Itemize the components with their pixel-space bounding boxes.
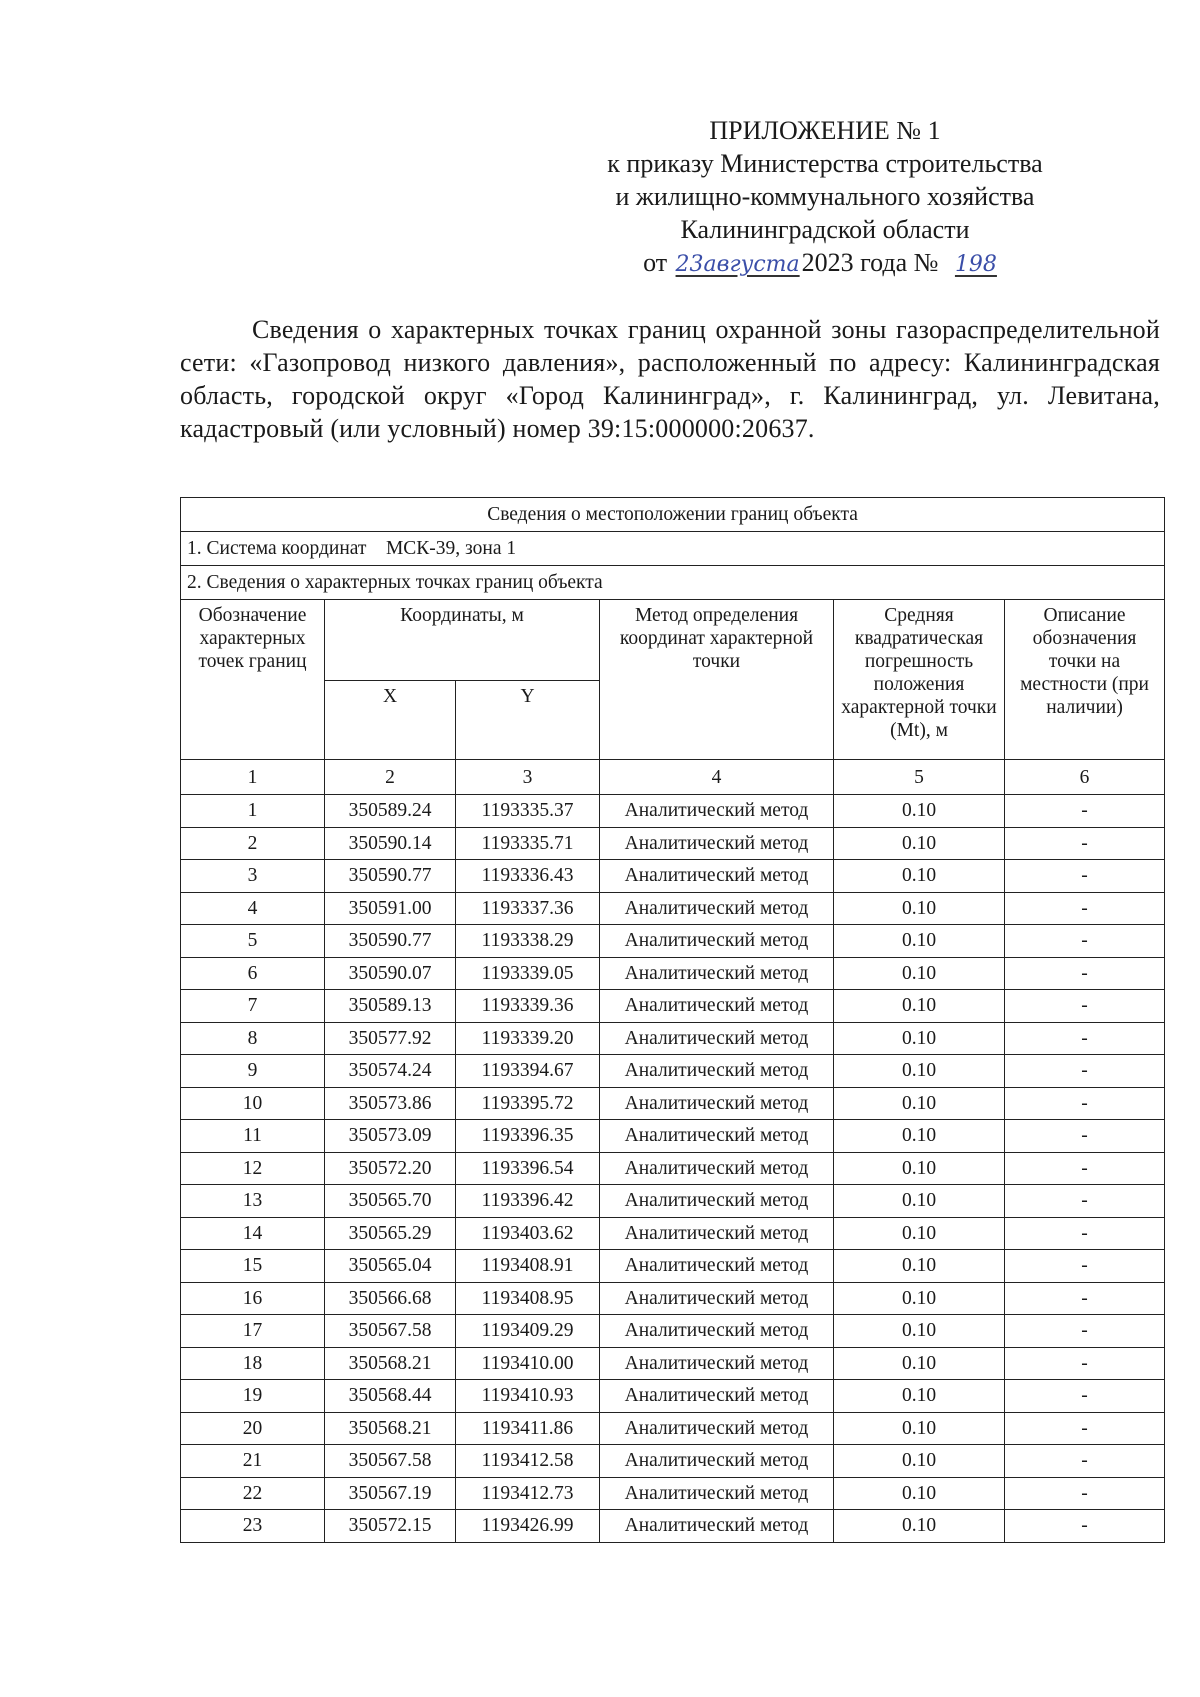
table-row <box>181 1185 1165 1218</box>
point-number-cell: 18 <box>181 1347 325 1380</box>
x-coordinate-cell: 350591.00 <box>325 892 456 925</box>
x-coordinate-cell: 350568.44 <box>325 1380 456 1413</box>
y-coordinate-cell: 1193408.95 <box>456 1282 600 1315</box>
description-cell: - <box>1005 1152 1165 1185</box>
point-number-cell: 1 <box>181 795 325 828</box>
y-coordinate-cell: 1193394.67 <box>456 1055 600 1088</box>
method-cell: Аналитический метод <box>600 1120 834 1153</box>
column-number: 5 <box>834 760 1005 795</box>
x-coordinate-cell: 350589.13 <box>325 990 456 1023</box>
y-coordinate-cell: 1193337.36 <box>456 892 600 925</box>
table-title: Сведения о местоположении границ объекта <box>181 498 1165 532</box>
point-number-cell: 17 <box>181 1315 325 1348</box>
table-row <box>181 1250 1165 1283</box>
description-cell: - <box>1005 1412 1165 1445</box>
description-cell: - <box>1005 1217 1165 1250</box>
x-coordinate-cell: 350567.58 <box>325 1315 456 1348</box>
order-date-line <box>560 246 1090 281</box>
intro-paragraph: Сведения о характерных точках границ охранной зоны газораспределительной сети: «Газопровод низкого давления», расположенный по адресу: Калининградская область, городской округ «Город Калининград», г. Калининград, ул. Левитана, кадастровый (или условный) номер 39:15:000000:20637. <box>180 315 1160 443</box>
method-cell: Аналитический метод <box>600 1185 834 1218</box>
method-cell: Аналитический метод <box>600 957 834 990</box>
x-coordinate-cell: 350572.15 <box>325 1510 456 1543</box>
point-number-cell: 23 <box>181 1510 325 1543</box>
point-number-cell: 20 <box>181 1412 325 1445</box>
y-coordinate-cell: 1193396.42 <box>456 1185 600 1218</box>
appendix-header <box>560 114 1090 281</box>
error-cell: 0.10 <box>834 892 1005 925</box>
error-cell: 0.10 <box>834 1412 1005 1445</box>
error-cell: 0.10 <box>834 1185 1005 1218</box>
point-number-cell: 3 <box>181 860 325 893</box>
x-coordinate-cell: 350568.21 <box>325 1412 456 1445</box>
y-coordinate-cell: 1193339.20 <box>456 1022 600 1055</box>
error-cell: 0.10 <box>834 1315 1005 1348</box>
point-number-cell: 4 <box>181 892 325 925</box>
method-cell: Аналитический метод <box>600 1510 834 1543</box>
header-description: Описание обозначения точки на местности (при наличии) <box>1005 600 1165 760</box>
table-row <box>181 990 1165 1023</box>
table-row <box>181 1022 1165 1055</box>
table-row <box>181 1347 1165 1380</box>
table-row <box>181 860 1165 893</box>
column-number: 4 <box>600 760 834 795</box>
error-cell: 0.10 <box>834 1152 1005 1185</box>
error-cell: 0.10 <box>834 1477 1005 1510</box>
description-cell: - <box>1005 925 1165 958</box>
table-row <box>181 827 1165 860</box>
x-coordinate-cell: 350573.09 <box>325 1120 456 1153</box>
error-cell: 0.10 <box>834 1282 1005 1315</box>
y-coordinate-cell: 1193408.91 <box>456 1250 600 1283</box>
method-cell: Аналитический метод <box>600 1315 834 1348</box>
description-cell: - <box>1005 1315 1165 1348</box>
header-method: Метод определения координат характерной точки <box>600 600 834 760</box>
error-cell: 0.10 <box>834 1510 1005 1543</box>
point-number-cell: 13 <box>181 1185 325 1218</box>
column-number: 2 <box>325 760 456 795</box>
point-number-cell: 15 <box>181 1250 325 1283</box>
description-cell: - <box>1005 1282 1165 1315</box>
error-cell: 0.10 <box>834 1380 1005 1413</box>
y-coordinate-cell: 1193335.37 <box>456 795 600 828</box>
description-cell: - <box>1005 1477 1165 1510</box>
table-row <box>181 1152 1165 1185</box>
y-coordinate-cell: 1193410.00 <box>456 1347 600 1380</box>
method-cell: Аналитический метод <box>600 892 834 925</box>
y-coordinate-cell: 1193403.62 <box>456 1217 600 1250</box>
description-cell: - <box>1005 1445 1165 1478</box>
method-cell: Аналитический метод <box>600 1217 834 1250</box>
handwritten-date: 23августа <box>675 252 800 277</box>
y-coordinate-cell: 1193335.71 <box>456 827 600 860</box>
method-cell: Аналитический метод <box>600 795 834 828</box>
x-coordinate-cell: 350574.24 <box>325 1055 456 1088</box>
method-cell: Аналитический метод <box>600 827 834 860</box>
description-cell: - <box>1005 1055 1165 1088</box>
description-cell: - <box>1005 1510 1165 1543</box>
error-cell: 0.10 <box>834 925 1005 958</box>
method-cell: Аналитический метод <box>600 1347 834 1380</box>
x-coordinate-cell: 350565.70 <box>325 1185 456 1218</box>
point-number-cell: 16 <box>181 1282 325 1315</box>
method-cell: Аналитический метод <box>600 860 834 893</box>
description-cell: - <box>1005 1022 1165 1055</box>
y-coordinate-cell: 1193409.29 <box>456 1315 600 1348</box>
x-coordinate-cell: 350566.68 <box>325 1282 456 1315</box>
description-cell: - <box>1005 1250 1165 1283</box>
y-coordinate-cell: 1193411.86 <box>456 1412 600 1445</box>
column-number: 1 <box>181 760 325 795</box>
table-row <box>181 892 1165 925</box>
error-cell: 0.10 <box>834 1217 1005 1250</box>
handwritten-order-number: 198 <box>954 252 997 277</box>
error-cell: 0.10 <box>834 1022 1005 1055</box>
column-number: 3 <box>456 760 600 795</box>
description-cell: - <box>1005 1185 1165 1218</box>
point-number-cell: 22 <box>181 1477 325 1510</box>
method-cell: Аналитический метод <box>600 1250 834 1283</box>
error-cell: 0.10 <box>834 795 1005 828</box>
point-number-cell: 19 <box>181 1380 325 1413</box>
x-coordinate-cell: 350573.86 <box>325 1087 456 1120</box>
x-coordinate-cell: 350572.20 <box>325 1152 456 1185</box>
column-number: 6 <box>1005 760 1165 795</box>
appendix-line-3: Калининградской области <box>680 215 970 244</box>
point-number-cell: 9 <box>181 1055 325 1088</box>
description-cell: - <box>1005 1380 1165 1413</box>
table-row <box>181 795 1165 828</box>
method-cell: Аналитический метод <box>600 1380 834 1413</box>
header-x: X <box>325 681 456 760</box>
y-coordinate-cell: 1193338.29 <box>456 925 600 958</box>
header-designation: Обозначение характерных точек границ <box>181 600 325 760</box>
table-row <box>181 1380 1165 1413</box>
method-cell: Аналитический метод <box>600 990 834 1023</box>
error-cell: 0.10 <box>834 827 1005 860</box>
table-row <box>181 1477 1165 1510</box>
method-cell: Аналитический метод <box>600 1445 834 1478</box>
x-coordinate-cell: 350565.04 <box>325 1250 456 1283</box>
table-row <box>181 1412 1165 1445</box>
error-cell: 0.10 <box>834 1445 1005 1478</box>
coordinate-system-line: 1. Система координат МСК-39, зона 1 <box>181 532 1165 566</box>
y-coordinate-cell: 1193395.72 <box>456 1087 600 1120</box>
table-row <box>181 1087 1165 1120</box>
column-number-row <box>181 760 1165 795</box>
table-row <box>181 1445 1165 1478</box>
header-y: Y <box>456 681 600 760</box>
point-number-cell: 11 <box>181 1120 325 1153</box>
point-number-cell: 21 <box>181 1445 325 1478</box>
x-coordinate-cell: 350577.92 <box>325 1022 456 1055</box>
method-cell: Аналитический метод <box>600 1055 834 1088</box>
method-cell: Аналитический метод <box>600 1282 834 1315</box>
point-number-cell: 12 <box>181 1152 325 1185</box>
error-cell: 0.10 <box>834 990 1005 1023</box>
error-cell: 0.10 <box>834 860 1005 893</box>
header-error: Средняя квадратическая погрешность положения характерной точки (Mt), м <box>834 600 1005 760</box>
y-coordinate-cell: 1193426.99 <box>456 1510 600 1543</box>
error-cell: 0.10 <box>834 1087 1005 1120</box>
error-cell: 0.10 <box>834 1250 1005 1283</box>
points-section-line: 2. Сведения о характерных точках границ объекта <box>181 566 1165 600</box>
method-cell: Аналитический метод <box>600 1152 834 1185</box>
y-coordinate-cell: 1193339.05 <box>456 957 600 990</box>
method-cell: Аналитический метод <box>600 1087 834 1120</box>
error-cell: 0.10 <box>834 1055 1005 1088</box>
table-row <box>181 1282 1165 1315</box>
description-cell: - <box>1005 957 1165 990</box>
point-number-cell: 10 <box>181 1087 325 1120</box>
x-coordinate-cell: 350590.14 <box>325 827 456 860</box>
description-cell: - <box>1005 827 1165 860</box>
method-cell: Аналитический метод <box>600 1412 834 1445</box>
from-label: от <box>643 248 668 277</box>
description-cell: - <box>1005 795 1165 828</box>
error-cell: 0.10 <box>834 1120 1005 1153</box>
boundary-points-table <box>180 497 1165 1543</box>
y-coordinate-cell: 1193412.58 <box>456 1445 600 1478</box>
y-coordinate-cell: 1193410.93 <box>456 1380 600 1413</box>
x-coordinate-cell: 350590.77 <box>325 860 456 893</box>
x-coordinate-cell: 350565.29 <box>325 1217 456 1250</box>
year-label: 2023 года № <box>801 248 939 277</box>
appendix-line-2: и жилищно-коммунального хозяйства <box>615 182 1035 211</box>
x-coordinate-cell: 350589.24 <box>325 795 456 828</box>
header-coordinates: Координаты, м <box>325 600 600 681</box>
y-coordinate-cell: 1193396.54 <box>456 1152 600 1185</box>
method-cell: Аналитический метод <box>600 1022 834 1055</box>
x-coordinate-cell: 350567.58 <box>325 1445 456 1478</box>
point-number-cell: 8 <box>181 1022 325 1055</box>
table-row <box>181 1120 1165 1153</box>
description-cell: - <box>1005 892 1165 925</box>
error-cell: 0.10 <box>834 957 1005 990</box>
table-row <box>181 1055 1165 1088</box>
appendix-title: ПРИЛОЖЕНИЕ № 1 <box>709 116 941 145</box>
description-cell: - <box>1005 860 1165 893</box>
y-coordinate-cell: 1193339.36 <box>456 990 600 1023</box>
table-row <box>181 1217 1165 1250</box>
method-cell: Аналитический метод <box>600 1477 834 1510</box>
x-coordinate-cell: 350590.77 <box>325 925 456 958</box>
description-cell: - <box>1005 1120 1165 1153</box>
table-row <box>181 925 1165 958</box>
table-row <box>181 1510 1165 1543</box>
point-number-cell: 14 <box>181 1217 325 1250</box>
y-coordinate-cell: 1193396.35 <box>456 1120 600 1153</box>
point-number-cell: 6 <box>181 957 325 990</box>
point-number-cell: 5 <box>181 925 325 958</box>
y-coordinate-cell: 1193412.73 <box>456 1477 600 1510</box>
description-cell: - <box>1005 1347 1165 1380</box>
description-cell: - <box>1005 990 1165 1023</box>
x-coordinate-cell: 350590.07 <box>325 957 456 990</box>
point-number-cell: 2 <box>181 827 325 860</box>
method-cell: Аналитический метод <box>600 925 834 958</box>
x-coordinate-cell: 350567.19 <box>325 1477 456 1510</box>
table-row <box>181 1315 1165 1348</box>
appendix-line-1: к приказу Министерства строительства <box>607 149 1043 178</box>
x-coordinate-cell: 350568.21 <box>325 1347 456 1380</box>
error-cell: 0.10 <box>834 1347 1005 1380</box>
y-coordinate-cell: 1193336.43 <box>456 860 600 893</box>
table-row <box>181 957 1165 990</box>
point-number-cell: 7 <box>181 990 325 1023</box>
description-cell: - <box>1005 1087 1165 1120</box>
